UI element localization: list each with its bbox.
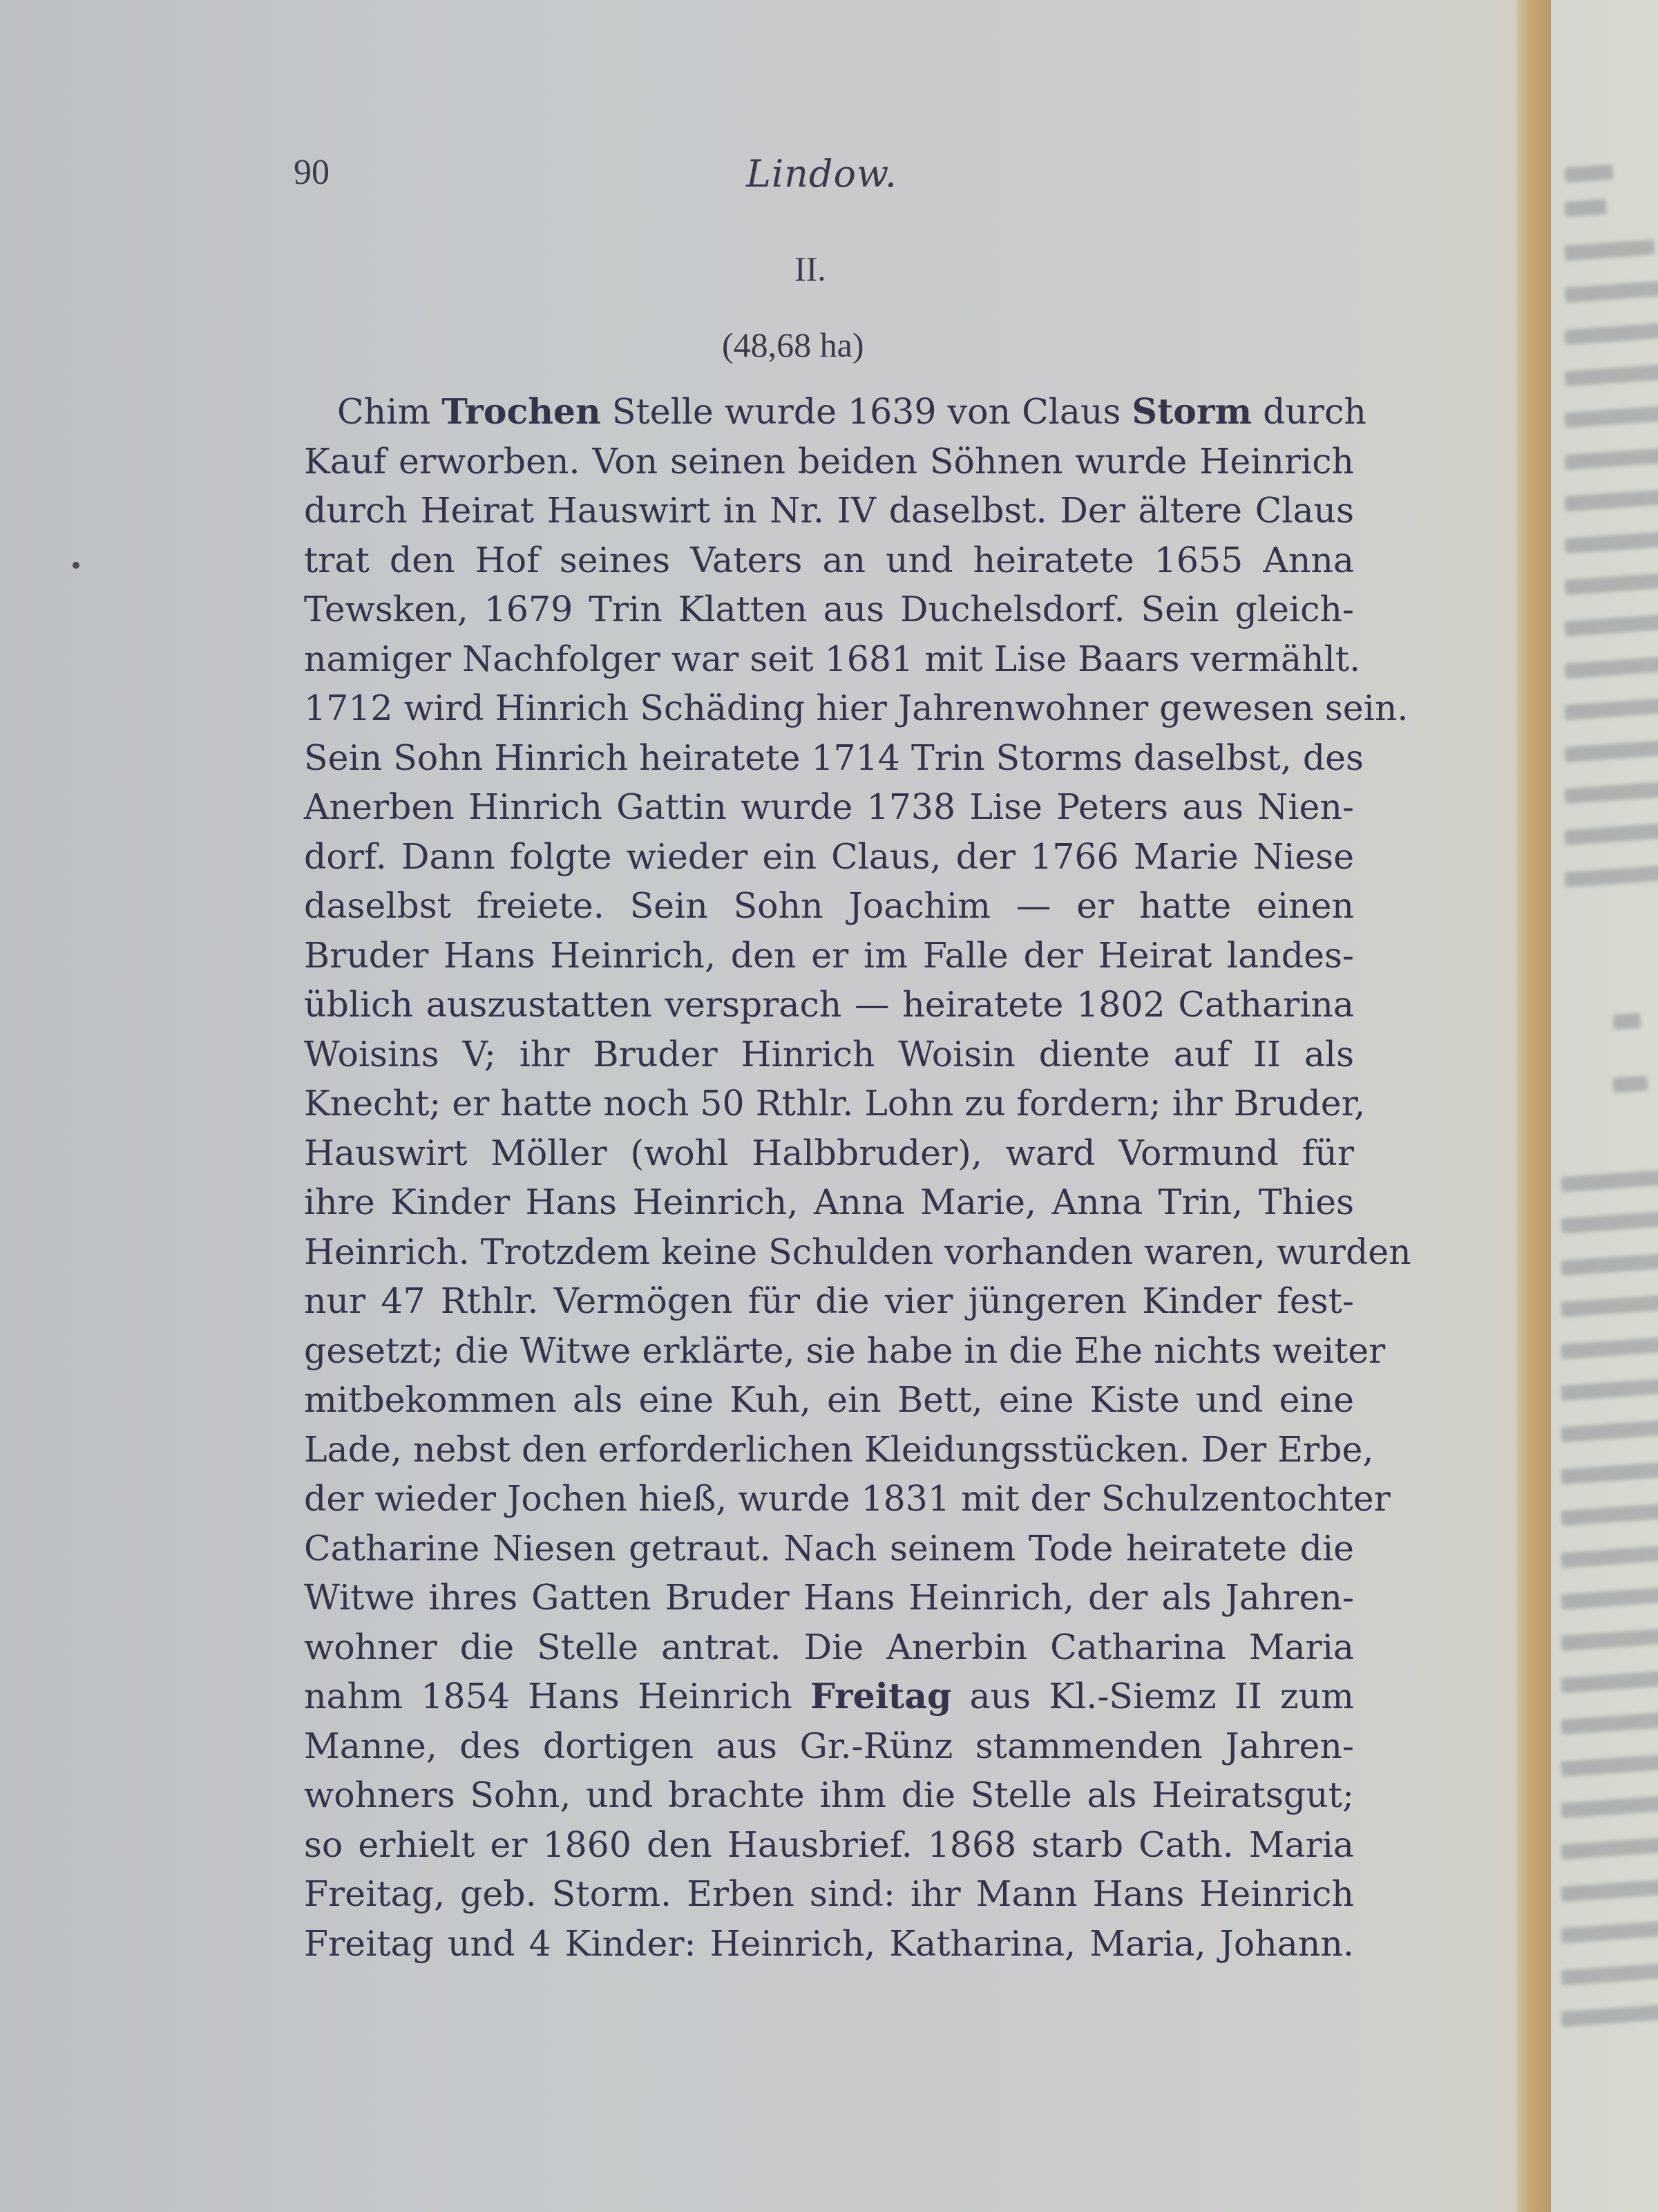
text-line: dorf. Dann folgte wieder ein Claus, der 1766 Marie Niese: [304, 835, 1354, 877]
facing-page-text-line: [1561, 1170, 1658, 1192]
facing-page-text-line: [1564, 322, 1658, 344]
emphasized-surname: Freitag: [810, 1676, 952, 1717]
emphasized-surname: Trochen: [441, 391, 601, 432]
facing-page-text-line: [1561, 1336, 1658, 1359]
facing-page-text-line: [1561, 1211, 1658, 1233]
text-line: Tewsken, 1679 Trin Klatten aus Duchelsdorf. Sein gleich-: [304, 589, 1354, 630]
text-line: Hauswirt Möller (wohl Halbbruder), ward Vormund für: [304, 1132, 1354, 1173]
text-line: Kauf erworben. Von seinen beiden Söhnen wurde Heinrich: [304, 440, 1354, 482]
text-line: Chim Trochen Stelle wurde 1639 von Claus Storm durch: [337, 391, 1366, 432]
facing-page-text-line: [1561, 1880, 1658, 1902]
text-line: durch Heirat Hauswirt in Nr. IV daselbst. Der ältere Claus: [304, 490, 1354, 531]
facing-page-text-line: [1561, 2005, 1658, 2027]
facing-page-text-line: [1564, 614, 1658, 636]
facing-page-text-line: [1561, 1504, 1658, 1526]
text-line: Woisins V; ihr Bruder Hinrich Woisin diente auf II als: [304, 1033, 1354, 1075]
facing-page-text-line: [1564, 698, 1658, 720]
facing-page-text-line: [1564, 573, 1658, 595]
facing-page-text-line: [1564, 739, 1658, 762]
text-line: Knecht; er hatte noch 50 Rthlr. Lohn zu fordern; ihr Bruder,: [304, 1083, 1366, 1124]
text-line: trat den Hof seines Vaters an und heiratete 1655 Anna: [304, 539, 1354, 580]
facing-page-text-line: [1561, 1921, 1658, 1943]
facing-page-text-line: [1561, 1963, 1658, 1985]
section-number: II.: [794, 249, 826, 288]
text-line: Anerben Hinrich Gattin wurde 1738 Lise Peters aus Nien-: [304, 786, 1354, 827]
text-line: Manne, des dortigen aus Gr.-Rünz stammenden Jahren-: [304, 1725, 1354, 1766]
facing-page-text-line: [1561, 1712, 1658, 1734]
facing-page-text-line: [1561, 1254, 1658, 1276]
text-line: namiger Nachfolger war seit 1681 mit Lise Baars vermählt.: [304, 638, 1361, 679]
text-line: Sein Sohn Hinrich heiratete 1714 Trin Storms daselbst, des: [304, 737, 1364, 778]
facing-page-text-line: [1561, 1545, 1658, 1567]
facing-page-text-line: [1561, 1629, 1658, 1651]
page-number: 90: [294, 153, 330, 192]
facing-page-text-line: [1561, 1754, 1658, 1776]
text-line: Witwe ihres Gatten Bruder Hans Heinrich, der als Jahren-: [304, 1577, 1354, 1618]
body-paragraph: [304, 387, 1411, 1968]
running-head: Lindow.: [746, 152, 897, 196]
facing-page-text-line: [1564, 782, 1658, 804]
text-line: üblich auszustatten versprach — heiratete 1802 Catharina: [304, 984, 1354, 1025]
text-line: 1712 wird Hinrich Schäding hier Jahrenwohner gewesen sein.: [304, 688, 1409, 728]
book-gutter: [1516, 0, 1551, 2212]
text-line: der wieder Jochen hieß, wurde 1831 mit der Schulzentochter: [304, 1478, 1391, 1519]
text-line: gesetzt; die Witwe erklärte, sie habe in die Ehe nichts weiter: [304, 1330, 1386, 1371]
facing-page-text-line: [1561, 1837, 1658, 1860]
text-line: Bruder Hans Heinrich, den er im Falle der Heirat landes-: [304, 934, 1354, 976]
facing-page-text-line: [1561, 1379, 1658, 1401]
facing-page-text-line: [1564, 281, 1658, 303]
facing-page-text-line: [1564, 489, 1658, 511]
facing-page-text-line: [1564, 865, 1658, 887]
text-line: ihre Kinder Hans Heinrich, Anna Marie, Anna Trin, Thies: [304, 1182, 1354, 1222]
facing-page-edge: [1551, 0, 1658, 2212]
text-line: wohner die Stelle antrat. Die Anerbin Catharina Maria: [304, 1626, 1354, 1667]
text-line: Heinrich. Trotzdem keine Schulden vorhanden waren, wurden: [304, 1231, 1411, 1272]
text-line: daselbst freiete. Sein Sohn Joachim — er hatte einen: [304, 885, 1354, 926]
paper-speck: [73, 562, 79, 569]
facing-page-text-line: [1561, 1420, 1658, 1442]
facing-page-text-line: [1564, 239, 1655, 261]
facing-page-text-line: [1564, 823, 1658, 845]
facing-page-text-line: [1561, 1671, 1658, 1693]
text-line: Catharine Niesen getraut. Nach seinem Tode heiratete die: [304, 1527, 1354, 1569]
text-line: Freitag und 4 Kinder: Heinrich, Katharina, Maria, Johann.: [304, 1922, 1354, 1964]
facing-page-text-line: [1612, 1013, 1641, 1030]
facing-page-text-line: [1564, 656, 1658, 679]
facing-page-text-line: [1564, 406, 1658, 428]
text-line: Freitag, geb. Storm. Erben sind: ihr Mann Hans Heinrich: [304, 1873, 1354, 1914]
page-header: [0, 152, 1520, 207]
text-line: mitbekommen als eine Kuh, ein Bett, eine Kiste und eine: [304, 1379, 1354, 1420]
text-line: Lade, nebst den erforderlichen Kleidungsstücken. Der Erbe,: [304, 1428, 1374, 1470]
facing-page-text-line: [1561, 1462, 1658, 1484]
facing-page-text-line: [1561, 1295, 1658, 1317]
text-line: wohners Sohn, und brachte ihm die Stelle als Heiratsgut;: [304, 1775, 1354, 1815]
facing-page-text-line: [1564, 199, 1606, 217]
emphasized-surname: Storm: [1132, 391, 1252, 432]
facing-page-text-line: [1564, 448, 1658, 470]
text-line: nur 47 Rthlr. Vermögen für die vier jüngeren Kinder fest-: [304, 1280, 1354, 1321]
facing-page-text-line: [1612, 1075, 1648, 1093]
area-size: (48,68 ha): [722, 325, 864, 364]
text-line: so erhielt er 1860 den Hausbrief. 1868 starb Cath. Maria: [304, 1824, 1354, 1865]
text-line: nahm 1854 Hans Heinrich Freitag aus Kl.-Siemz II zum: [304, 1676, 1355, 1717]
facing-page-text-line: [1561, 1796, 1658, 1818]
facing-page-text-line: [1561, 1587, 1658, 1609]
facing-page-text-line: [1564, 164, 1613, 183]
facing-page-text-line: [1564, 364, 1658, 386]
facing-page-text-line: [1564, 531, 1658, 553]
